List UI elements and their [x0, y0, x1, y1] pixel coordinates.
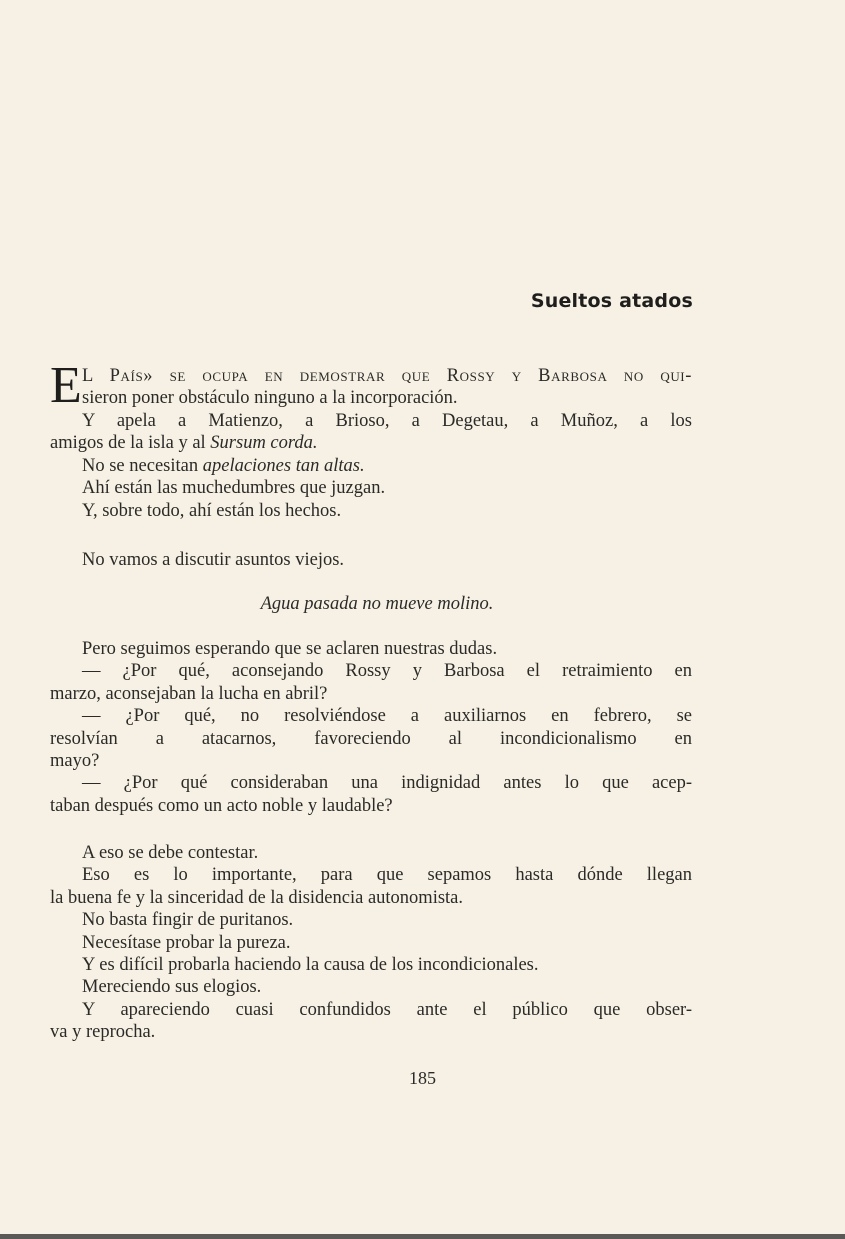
question-1-line-2: marzo, aconsejaban la lucha en abril? — [50, 683, 328, 704]
paragraph-puritanos: No basta fingir de puritanos. — [82, 910, 294, 931]
question-2-line-1: — ¿Por qué, no resolviéndose a auxiliarnos en febrero, se — [82, 706, 692, 727]
paragraph-pureza: Necesítase probar la pureza. — [82, 932, 291, 953]
drop-cap: E — [50, 357, 82, 414]
paragraph-elogios: Mereciendo sus elogios. — [82, 977, 262, 998]
paragraph-reprocha-line-1: Y apareciendo cuasi confundidos ante el público que obser- — [82, 999, 692, 1020]
opening-line-1: L País» se ocupa en demostrar que Rossy y Barbosa no qui- — [82, 366, 692, 386]
question-1-line-1: — ¿Por qué, aconsejando Rossy y Barbosa el retraimiento en — [82, 661, 692, 682]
question-3-line-2: taban después como un acto noble y laudable? — [50, 795, 393, 816]
apela-line-1: Y apela a Matienzo, a Brioso, a Degetau, a Muñoz, a los — [82, 411, 692, 431]
paragraph-importante-line-2: la buena fe y la sinceridad de la disidencia autonomista. — [50, 887, 464, 908]
paragraph-dificil: Y es difícil probarla haciendo la causa de los incondicionales. — [82, 955, 539, 976]
question-3-line-1: — ¿Por qué consideraban una indignidad antes lo que acep- — [82, 773, 692, 794]
paragraph-apela — [50, 410, 692, 522]
paragraph-contestar: A eso se debe contestar. — [82, 843, 259, 863]
question-2-line-2: resolvían a atacarnos, favoreciendo al incondicionalismo en — [50, 728, 692, 749]
question-2-line-3: mayo? — [50, 751, 100, 772]
paragraph-apelaciones: No se necesitan apelaciones tan altas. — [82, 455, 365, 476]
questions-block — [50, 638, 692, 817]
section-heading: Sueltos atados — [530, 290, 693, 312]
apelaciones-italic: apelaciones tan altas. — [202, 455, 365, 476]
paragraph-reprocha-line-2: va y reprocha. — [50, 1022, 156, 1043]
paragraph-muchedumbres: Ahí están las muchedumbres que juzgan. — [82, 478, 386, 499]
sursum-corda-italic: Sursum corda. — [210, 433, 318, 454]
page-number: 185 — [409, 1068, 436, 1088]
paragraph-dudas: Pero seguimos esperando que se aclaren nuestras dudas. — [82, 639, 498, 659]
apela-line-2: amigos de la isla y al Sursum corda. — [50, 433, 318, 454]
paragraph-importante-line-1: Eso es lo importante, para que sepamos hasta dónde llegan — [82, 865, 692, 886]
opening-line-2: sieron poner obstáculo ninguno a la incorporación. — [82, 388, 458, 409]
paragraph-hechos: Y, sobre todo, ahí están los hechos. — [82, 500, 342, 521]
opening-paragraph — [82, 365, 692, 410]
closing-block — [50, 842, 692, 1044]
page-bottom-edge — [0, 1234, 845, 1239]
paragraph-viejos: No vamos a discutir asuntos viejos. — [82, 550, 345, 570]
proverb-line: Agua pasada no mueve molino. — [260, 594, 494, 614]
